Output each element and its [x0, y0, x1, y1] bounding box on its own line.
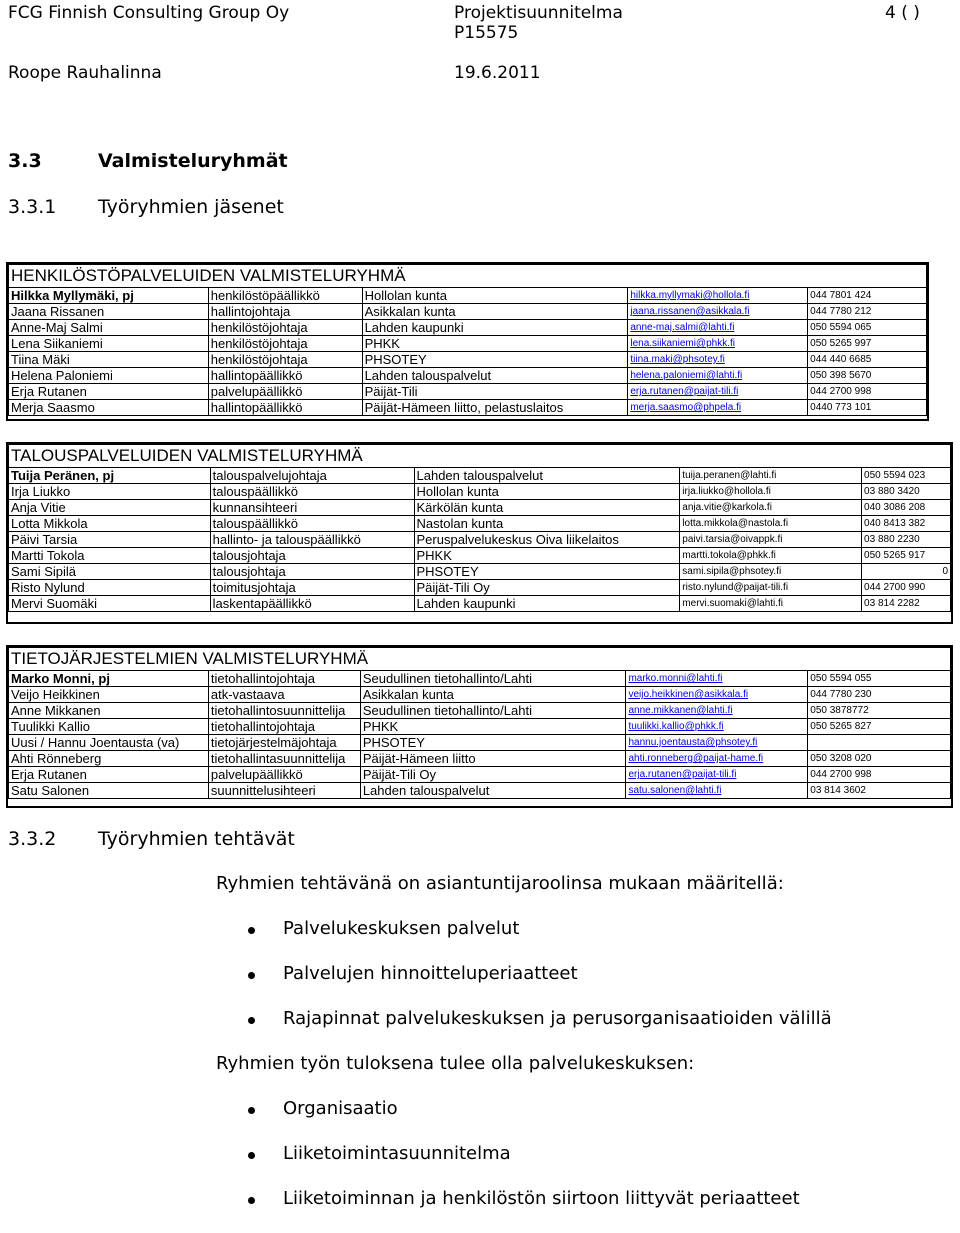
member-name: Erja Rutanen — [9, 384, 209, 400]
member-email — [628, 368, 808, 384]
email-link[interactable]: lena.siikaniemi@phkk.fi — [630, 338, 735, 349]
member-phone: 03 814 2282 — [862, 596, 951, 612]
table-row — [9, 751, 951, 767]
email-link[interactable]: merja.saasmo@phpela.fi — [630, 402, 742, 413]
member-title: laskentapäällikkö — [210, 596, 414, 612]
section-title: Työryhmien tehtävät — [98, 828, 295, 850]
member-title: toimitusjohtaja — [210, 580, 414, 596]
member-email: paivi.tarsia@oivappk.fi — [680, 532, 862, 548]
member-organization: PHSOTEY — [360, 735, 626, 751]
member-name: Marko Monni, pj — [9, 671, 209, 687]
member-phone: 044 7801 424 — [808, 288, 927, 304]
table-row — [9, 484, 951, 500]
member-phone: 03 880 3420 — [862, 484, 951, 500]
member-phone: 044 440 6685 — [808, 352, 927, 368]
tasks-list — [248, 918, 832, 1053]
member-name: Helena Paloniemi — [9, 368, 209, 384]
member-name: Päivi Tarsia — [9, 532, 211, 548]
table-row — [9, 735, 951, 751]
document-date: 19.6.2011 — [454, 63, 541, 83]
member-organization: Lahden talouspalvelut — [360, 783, 626, 799]
member-phone — [808, 735, 951, 751]
member-title: talousjohtaja — [210, 548, 414, 564]
member-email — [628, 304, 808, 320]
member-title: talouspäällikkö — [210, 484, 414, 500]
email-link[interactable]: marko.monni@lahti.fi — [628, 673, 723, 684]
member-title: henkilöstöjohtaja — [208, 320, 362, 336]
member-phone: 050 5594 055 — [808, 671, 951, 687]
table-row — [9, 320, 927, 336]
bullet-text: Palvelujen hinnoitteluperiaatteet — [283, 963, 578, 984]
member-title: hallintopäällikkö — [208, 400, 362, 416]
hr-group-table — [8, 264, 927, 416]
table-row — [9, 719, 951, 735]
tasks-intro: Ryhmien tehtävänä on asiantuntijaroolinsa mukaan määritellä: — [216, 873, 784, 894]
member-organization: Hollolan kunta — [362, 288, 628, 304]
email-link[interactable]: erja.rutanen@paijat-tili.fi — [630, 386, 739, 397]
member-phone: 044 2700 998 — [808, 384, 927, 400]
company-name: FCG Finnish Consulting Group Oy — [8, 3, 290, 23]
document-title: Projektisuunnitelma — [454, 3, 623, 23]
member-phone: 050 3208 020 — [808, 751, 951, 767]
member-organization: Asikkalan kunta — [362, 304, 628, 320]
member-name: Satu Salonen — [9, 783, 209, 799]
member-phone: 050 5594 065 — [808, 320, 927, 336]
member-name: Veijo Heikkinen — [9, 687, 209, 703]
member-phone: 050 5265 827 — [808, 719, 951, 735]
email-link[interactable]: anne.mikkanen@lahti.fi — [628, 705, 733, 716]
email-link[interactable]: jaana.rissanen@asikkala.fi — [630, 306, 750, 317]
bullet-item — [248, 1188, 800, 1233]
table-row — [9, 516, 951, 532]
bullet-text: Liiketoiminnan ja henkilöstön siirtoon liittyvät periaatteet — [283, 1188, 800, 1209]
member-email — [626, 671, 808, 687]
member-organization: Seudullinen tietohallinto/Lahti — [360, 671, 626, 687]
member-organization: Lahden talouspalvelut — [362, 368, 628, 384]
member-phone: 050 5594 023 — [862, 468, 951, 484]
member-email — [628, 320, 808, 336]
document-code: P15575 — [454, 23, 519, 43]
member-organization: Nastolan kunta — [414, 516, 680, 532]
section-number: 3.3.2 — [8, 828, 57, 850]
member-name: Uusi / Hannu Joentausta (va) — [9, 735, 209, 751]
member-name: Tuulikki Kallio — [9, 719, 209, 735]
section-title: Työryhmien jäsenet — [98, 196, 284, 218]
member-name: Anja Vitie — [9, 500, 211, 516]
member-name: Martti Tokola — [9, 548, 211, 564]
table-row — [9, 304, 927, 320]
member-organization: Peruspalvelukeskus Oiva liikelaitos — [414, 532, 680, 548]
member-title: tietohallintasuunnittelija — [208, 751, 360, 767]
member-phone: 040 3086 208 — [862, 500, 951, 516]
table-row — [9, 336, 927, 352]
table-row — [9, 596, 951, 612]
member-phone: 03 880 2230 — [862, 532, 951, 548]
member-title: atk-vastaava — [208, 687, 360, 703]
member-organization: Päijät-Hämeen liitto, pelastuslaitos — [362, 400, 628, 416]
table-row — [9, 687, 951, 703]
table-row — [9, 400, 927, 416]
table-row — [9, 368, 927, 384]
member-name: Hilkka Myllymäki, pj — [9, 288, 209, 304]
member-email — [626, 767, 808, 783]
member-email: martti.tokola@phkk.fi — [680, 548, 862, 564]
member-email — [626, 719, 808, 735]
bullet-icon — [248, 927, 255, 934]
member-phone: 050 3878772 — [808, 703, 951, 719]
member-name: Anne Mikkanen — [9, 703, 209, 719]
member-name: Tiina Mäki — [9, 352, 209, 368]
bullet-text: Liiketoimintasuunnitelma — [283, 1143, 511, 1164]
member-phone: 0440 773 101 — [808, 400, 927, 416]
email-link[interactable]: tiina.maki@phsotey.fi — [630, 354, 725, 365]
table-row — [9, 532, 951, 548]
table-row — [9, 288, 927, 304]
member-email: anja.vitie@karkola.fi — [680, 500, 862, 516]
member-phone: 044 2700 998 — [808, 767, 951, 783]
results-intro: Ryhmien työn tuloksena tulee olla palvelukeskuksen: — [216, 1053, 695, 1074]
member-email — [628, 288, 808, 304]
member-organization: PHSOTEY — [414, 564, 680, 580]
member-email — [628, 384, 808, 400]
member-email: lotta.mikkola@nastola.fi — [680, 516, 862, 532]
member-name: Ahti Rönneberg — [9, 751, 209, 767]
table-row — [9, 767, 951, 783]
member-email — [628, 400, 808, 416]
member-title: hallintojohtaja — [208, 304, 362, 320]
member-organization: Päijät-Tili Oy — [414, 580, 680, 596]
member-email: risto.nylund@paijat-tili.fi — [680, 580, 862, 596]
bullet-item — [248, 963, 832, 1008]
page-number: 4 ( ) — [885, 3, 920, 23]
member-organization: PHSOTEY — [362, 352, 628, 368]
member-email: tuija.peranen@lahti.fi — [680, 468, 862, 484]
member-email — [626, 783, 808, 799]
bullet-icon — [248, 1197, 255, 1204]
section-heading-3-3-2 — [8, 828, 295, 850]
member-organization: Päijät-Tili Oy — [360, 767, 626, 783]
member-email — [626, 687, 808, 703]
member-name: Lena Siikaniemi — [9, 336, 209, 352]
email-link[interactable]: satu.salonen@lahti.fi — [628, 785, 722, 796]
member-organization: Kärkölän kunta — [414, 500, 680, 516]
member-phone: 040 8413 382 — [862, 516, 951, 532]
member-name: Merja Saasmo — [9, 400, 209, 416]
finance-group-table — [8, 444, 951, 612]
member-name: Risto Nylund — [9, 580, 211, 596]
member-title: henkilöstöjohtaja — [208, 336, 362, 352]
table-row — [9, 500, 951, 516]
member-organization: Hollolan kunta — [414, 484, 680, 500]
email-link[interactable]: tuulikki.kallio@phkk.fi — [628, 721, 724, 732]
member-title: tietohallintojohtaja — [208, 719, 360, 735]
member-email: sami.sipila@phsotey.fi — [680, 564, 862, 580]
member-title: henkilöstöjohtaja — [208, 352, 362, 368]
table-row — [9, 671, 951, 687]
results-list — [248, 1098, 800, 1233]
member-organization: PHKK — [362, 336, 628, 352]
bullet-item — [248, 1008, 832, 1053]
table-row — [9, 468, 951, 484]
member-organization: Lahden kaupunki — [362, 320, 628, 336]
table-row — [9, 352, 927, 368]
section-number: 3.3.1 — [8, 196, 57, 218]
member-organization: Seudullinen tietohallinto/Lahti — [360, 703, 626, 719]
member-name: Irja Liukko — [9, 484, 211, 500]
bullet-item — [248, 1098, 800, 1143]
table-row — [9, 384, 927, 400]
member-organization: Päijät-Hämeen liitto — [360, 751, 626, 767]
table-row — [9, 580, 951, 596]
member-phone: 03 814 3602 — [808, 783, 951, 799]
author-name: Roope Rauhalinna — [8, 63, 162, 83]
member-name: Tuija Peränen, pj — [9, 468, 211, 484]
member-name: Anne-Maj Salmi — [9, 320, 209, 336]
email-link[interactable]: hannu.joentausta@phsotey.fi — [628, 737, 758, 748]
member-organization: Päijät-Tili — [362, 384, 628, 400]
member-organization: Lahden kaupunki — [414, 596, 680, 612]
member-phone: 050 398 5670 — [808, 368, 927, 384]
bullet-icon — [248, 972, 255, 979]
member-email — [628, 352, 808, 368]
bullet-icon — [248, 1107, 255, 1114]
email-link[interactable]: veijo.heikkinen@asikkala.fi — [628, 689, 749, 700]
bullet-icon — [248, 1017, 255, 1024]
member-title: kunnansihteeri — [210, 500, 414, 516]
member-name: Erja Rutanen — [9, 767, 209, 783]
member-phone: 044 2700 990 — [862, 580, 951, 596]
bullet-text: Rajapinnat palvelukeskuksen ja perusorganisaatioiden välillä — [283, 1008, 832, 1029]
group-title: TALOUSPALVELUIDEN VALMISTELURYHMÄ — [9, 445, 951, 468]
section-heading-3-3-1 — [8, 196, 284, 218]
it-group-table — [8, 647, 951, 799]
member-organization: PHKK — [414, 548, 680, 564]
member-phone: 0 — [862, 564, 951, 580]
member-name: Jaana Rissanen — [9, 304, 209, 320]
member-email: mervi.suomaki@lahti.fi — [680, 596, 862, 612]
group-title: HENKILÖSTÖPALVELUIDEN VALMISTELURYHMÄ — [9, 265, 927, 288]
member-title: hallintopäällikkö — [208, 368, 362, 384]
member-title: palvelupäällikkö — [208, 384, 362, 400]
bullet-item — [248, 918, 832, 963]
bullet-item — [248, 1143, 800, 1188]
section-number: 3.3 — [8, 150, 42, 172]
member-title: talouspalvelujohtaja — [210, 468, 414, 484]
email-link[interactable]: anne-maj.salmi@lahti.fi — [630, 322, 735, 333]
bullet-text: Palvelukeskuksen palvelut — [283, 918, 520, 939]
bullet-text: Organisaatio — [283, 1098, 398, 1119]
email-link[interactable]: erja.rutanen@paijat-tili.fi — [628, 769, 737, 780]
member-title: talousjohtaja — [210, 564, 414, 580]
member-title: henkilöstöpäällikkö — [208, 288, 362, 304]
member-title: tietojärjestelmäjohtaja — [208, 735, 360, 751]
member-title: talouspäällikkö — [210, 516, 414, 532]
member-phone: 044 7780 230 — [808, 687, 951, 703]
email-link[interactable]: ahti.ronneberg@paijat-hame.fi — [628, 753, 764, 764]
member-title: tietohallintosuunnittelija — [208, 703, 360, 719]
member-title: suunnittelusihteeri — [208, 783, 360, 799]
bullet-icon — [248, 1152, 255, 1159]
member-name: Mervi Suomäki — [9, 596, 211, 612]
member-phone: 050 5265 917 — [862, 548, 951, 564]
group-title: TIETOJÄRJESTELMIEN VALMISTELURYHMÄ — [9, 648, 951, 671]
member-phone: 050 5265 997 — [808, 336, 927, 352]
member-organization: Lahden talouspalvelut — [414, 468, 680, 484]
member-name: Sami Sipilä — [9, 564, 211, 580]
member-title: tietohallintojohtaja — [208, 671, 360, 687]
member-title: palvelupäällikkö — [208, 767, 360, 783]
member-email: irja.liukko@hollola.fi — [680, 484, 862, 500]
table-row — [9, 703, 951, 719]
member-title: hallinto- ja talouspäällikkö — [210, 532, 414, 548]
member-email — [628, 336, 808, 352]
table-row — [9, 783, 951, 799]
member-organization: PHKK — [360, 719, 626, 735]
member-organization: Asikkalan kunta — [360, 687, 626, 703]
email-link[interactable]: hilkka.myllymaki@hollola.fi — [630, 290, 750, 301]
table-row — [9, 564, 951, 580]
member-phone: 044 7780 212 — [808, 304, 927, 320]
section-heading-3-3 — [8, 150, 288, 172]
member-email — [626, 751, 808, 767]
member-email — [626, 703, 808, 719]
email-link[interactable]: helena.paloniemi@lahti.fi — [630, 370, 743, 381]
member-name: Lotta Mikkola — [9, 516, 211, 532]
member-email — [626, 735, 808, 751]
section-title: Valmisteluryhmät — [98, 150, 288, 172]
table-row — [9, 548, 951, 564]
